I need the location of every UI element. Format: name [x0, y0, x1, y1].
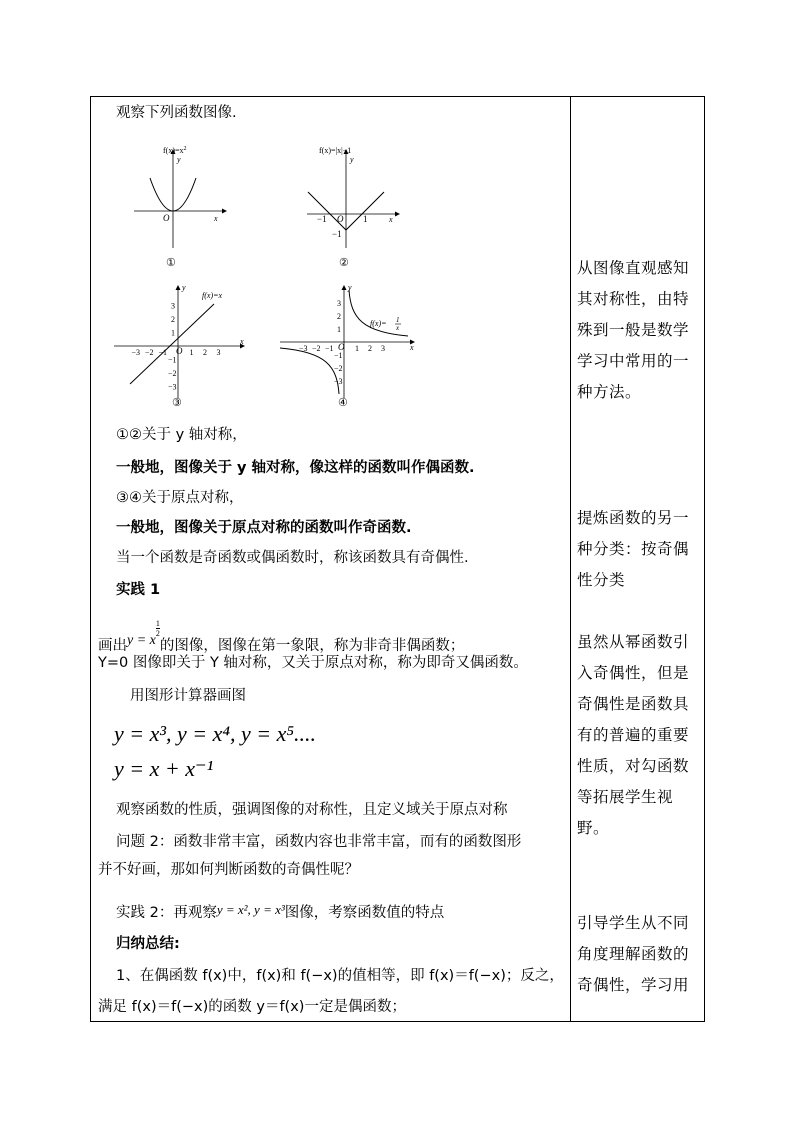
graph-4-y-tick: −1 — [334, 351, 343, 360]
graph-3-y-tick: 2 — [171, 315, 175, 324]
graph-3-caption: ③ — [172, 397, 182, 409]
graph-4-y-label: y — [348, 283, 352, 292]
graph-3-y-tick: −3 — [168, 382, 177, 392]
calculator-line: 用图形计算器画图 — [130, 688, 246, 704]
graph-3-y-tick: 3 — [171, 301, 175, 311]
graph-2-ymin: −1 — [332, 229, 342, 239]
graph-4-x-tick: −1 — [325, 344, 334, 353]
practice-1-heading: 实践 1 — [116, 582, 161, 598]
graph-4-reciprocal — [278, 280, 418, 410]
graph-4-y-tick: 1 — [337, 325, 341, 334]
graph-3-x-tick: −1 — [158, 348, 168, 357]
graph-3-linear — [110, 280, 250, 410]
graph-4-x-label: x — [410, 343, 414, 352]
formula-power-functions: y = x³, y = x⁴, y = x⁵.... — [114, 721, 317, 746]
summary-heading: 归纳总结: — [116, 936, 180, 952]
graph-3-x-tick: 3 — [216, 348, 221, 357]
graph-4-y-tick: −2 — [334, 364, 343, 373]
graph-1-parabola — [130, 140, 230, 270]
observe-line: 观察函数的性质，强调图像的对称性，且定义域关于原点对称 — [116, 802, 508, 818]
graph-3-y-tick: −1 — [168, 355, 177, 365]
y0-line: Y=0 图像即关于 Y 轴对称，又关于原点对称，称为即奇又偶函数。 — [98, 655, 528, 671]
graph-1-origin: O — [163, 213, 170, 223]
graph-1-label: $f(x)=x^2$ — [163, 146, 187, 155]
question-2-line-2: 并不好画，那如何判断函数的奇偶性呢？ — [98, 862, 359, 878]
graph-3-x-label: x — [240, 337, 244, 346]
graph-4-x-tick: 2 — [368, 344, 372, 353]
graph-3-y-label: y — [182, 283, 186, 292]
intro-text: 观察下列函数图像. — [116, 105, 237, 121]
text-odd-definition: 一般地，图像关于原点对称的函数叫作奇函数. — [116, 520, 412, 536]
sidebar-note-4: 引导学生从不同角度理解函数的奇偶性，学习用 — [577, 914, 690, 994]
graph-1-x-label: x — [214, 214, 218, 223]
text-even-definition: 一般地，图像关于 y 轴对称，像这样的函数叫作偶函数. — [116, 460, 475, 476]
sidebar-note-3: 虽然从幂函数引入奇偶性，但是奇偶性是函数具有的普遍的重要性质，对勾函数等拓展学生视野。 — [577, 633, 690, 837]
rule-1-line-1: 1、在偶函数 f(x)中，f(x)和 f(−x)的值相等，即 f(x)＝f(−x)；反之， — [116, 968, 564, 984]
sidebar-note-1: 从图像直观感知其对称性，由特殊到一般是数学学习中常用的一种方法。 — [577, 259, 690, 401]
text-line-1: ①②关于 y 轴对称， — [116, 427, 247, 443]
graph-4-y-tick: −3 — [334, 377, 343, 386]
graph-1-caption: ① — [166, 257, 176, 269]
sidebar-note-2: 提炼函数的另一种分类：按奇偶性分类 — [577, 509, 690, 589]
graph-4-x-tick: 3 — [381, 344, 385, 353]
draw-suffix: 的图像，图像在第一象限，称为非奇非偶函数； — [159, 638, 465, 654]
graph-3-y-tick: 1 — [171, 328, 175, 338]
text-parity-definition: 当一个函数是奇函数或偶函数时，称该函数具有奇偶性. — [116, 550, 469, 566]
graph-3-label: f(x)=x — [202, 291, 223, 300]
rule-1-line-2: 满足 f(x)＝f(−x)的函数 y＝f(x)一定是偶函数； — [98, 999, 406, 1015]
column-divider — [570, 96, 571, 1022]
question-2-line-1: 问题 2：函数非常丰富，函数内容也非常丰富，而有的函数图形 — [116, 834, 522, 850]
practice-2-line: 实践 2：再观察y = x², y = x³图像，考察函数值的特点 — [116, 902, 445, 921]
graph-4-x-tick: 1 — [355, 344, 359, 353]
graph-3-x-tick: −3 — [131, 348, 141, 357]
graph-3-origin: O — [176, 346, 183, 356]
graph-2-abs — [303, 140, 403, 270]
graph-2-label: f(x)=|x|−1 — [319, 146, 352, 155]
graph-2-x-label: x — [389, 215, 393, 224]
graph-2-pos1: 1 — [363, 214, 368, 224]
graph-3-y-tick: −2 — [168, 369, 177, 378]
graph-2-caption: ② — [339, 257, 349, 269]
graph-2-y-label: y — [350, 155, 354, 164]
graph-4-origin: O — [338, 342, 345, 352]
draw-formula: y = x $\frac{1}{2}$ — [127, 619, 160, 648]
graph-1-y-label: y — [177, 155, 181, 164]
graph-4-y-tick: 3 — [337, 299, 341, 308]
graph-4-frac-den: x — [396, 324, 400, 332]
text-line-3: ③④关于原点对称， — [116, 490, 244, 506]
draw-prefix: 画出 — [98, 638, 127, 654]
graph-3-x-tick: −2 — [145, 348, 154, 357]
graph-3-x-tick: 2 — [203, 348, 207, 357]
graph-2-origin: O — [337, 214, 344, 224]
graph-4-x-tick: −3 — [299, 344, 308, 353]
graph-4-x-tick: −2 — [312, 344, 321, 353]
graph-4-label: f(x)= — [370, 319, 387, 328]
graph-4-y-tick: 2 — [337, 312, 341, 321]
graph-4-caption: ④ — [338, 397, 348, 409]
graph-2-neg1: −1 — [317, 214, 327, 224]
graph-3-x-tick: 1 — [189, 348, 194, 357]
practice-2-formula: y = x², y = x³ — [216, 902, 285, 917]
graph-4-frac-num: 1 — [396, 316, 400, 324]
formula-hook-function: y = x + x⁻¹ — [114, 756, 214, 781]
